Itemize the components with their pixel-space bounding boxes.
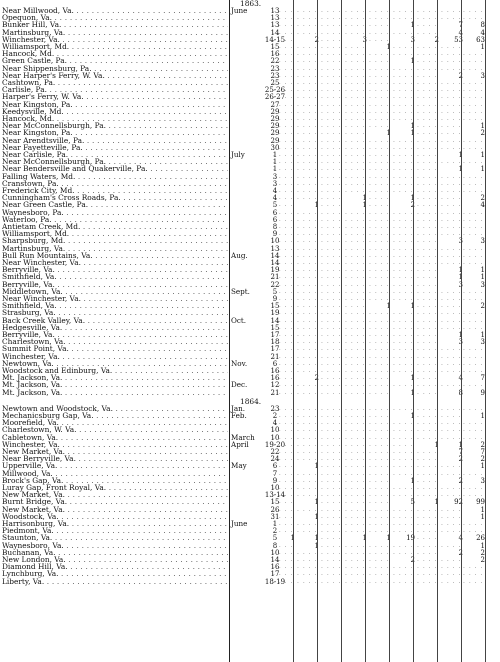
casualty-cell: 99 [476, 498, 485, 507]
place-name: Luray Gap, Front Royal, Va. . . . [2, 484, 228, 492]
casualty-cell: 1 [410, 302, 415, 311]
casualty-cell: 1 [410, 388, 415, 397]
casualty-cell: 3 [410, 35, 415, 44]
casualty-cell: 19 [406, 534, 415, 543]
casualty-cell: 1 [386, 129, 391, 138]
day-label: 31 [270, 512, 280, 521]
day-label: 25 [270, 79, 280, 87]
place-name: New Market, Va. . . . [2, 506, 228, 514]
place-name: Lynchburg, Va. . . . [2, 570, 228, 578]
casualty-cell: 1 [480, 331, 485, 339]
place-name: Near Bendersville and Quakerville, Pa. . . . [2, 165, 228, 173]
casualty-cell: 2 [410, 201, 415, 210]
casualty-cell: 1 [362, 201, 367, 210]
casualty-cell: 7 [458, 448, 463, 456]
place-name: Falling Waters, Md. . . . [2, 173, 228, 181]
place-name: Mt. Jackson, Va. . . . [2, 374, 228, 382]
day-label: 19 [270, 309, 280, 318]
day-label: 21 [270, 388, 280, 397]
month-label: July [231, 150, 245, 159]
day-label: 15 [270, 43, 280, 51]
column-rule [413, 0, 414, 662]
day-label: 17 [270, 570, 280, 579]
place-name: Woodstock, Va. . . . [2, 513, 228, 521]
place-name: Martinsburg, Va. . . . [2, 245, 228, 253]
month-label: May [231, 461, 247, 471]
casualty-cell: 1 [480, 122, 485, 131]
month-label: Dec. [231, 380, 248, 390]
column-rule [341, 0, 342, 662]
casualty-cell: 3 [480, 338, 485, 347]
place-name: Middletown, Va. . . . [2, 288, 228, 296]
place-name: Winchester, Va. . . . [2, 441, 228, 449]
casualty-cell: 5 [410, 498, 415, 507]
day-label: 1 [272, 165, 278, 174]
casualty-cell: 2 [458, 548, 463, 557]
month-label: Nov. [231, 358, 248, 368]
day-label: 1 [272, 158, 278, 167]
casualty-cell: 1 [314, 534, 319, 543]
casualty-cell: 1 [458, 331, 463, 339]
casualty-cell: 2 [480, 194, 485, 203]
casualty-cell: 4 [458, 534, 463, 543]
day-label: 1 [272, 520, 278, 528]
column-rule [317, 0, 318, 662]
day-label: 16 [270, 367, 280, 375]
day-label: 15 [270, 498, 280, 507]
day-label: 14 [270, 316, 280, 325]
day-label: 29 [270, 122, 280, 131]
place-name: Newtown and Woodstock, Va. . . . [2, 405, 228, 413]
day-label: 6 [272, 208, 278, 217]
day-label: 6 [272, 462, 278, 471]
place-name: Near Shippensburg, Pa. . . . [2, 65, 228, 73]
day-label: 7 [272, 469, 278, 478]
day-label: 13-14 [264, 491, 286, 500]
casualty-cell: 4 [480, 201, 485, 210]
day-label: 14 [270, 28, 280, 37]
day-label: 13 [270, 244, 280, 253]
casualty-cell: 1 [362, 194, 367, 203]
place-name: Woodstock and Edinburg, Va. . . . [2, 367, 228, 375]
casualty-cell: 1 [386, 534, 391, 543]
place-name: Millwood, Va. . . . [2, 470, 228, 478]
place-name: Opequon, Va. . . . [2, 14, 228, 22]
casualty-cell: 3 [480, 237, 485, 246]
place-name: Hedgesville, Va. . . . [2, 324, 228, 332]
casualty-cell: 2 [480, 302, 485, 311]
casualty-cell: 1 [458, 266, 463, 275]
month-label: Aug. [231, 250, 248, 260]
day-label: 3 [272, 179, 278, 188]
day-label: 12 [270, 381, 280, 390]
month-label: Sept. [231, 286, 250, 296]
casualty-cell: 1 [314, 512, 319, 521]
column-rule [485, 0, 486, 662]
place-name: Hancock, Md. . . . [2, 115, 228, 123]
casualty-cell: 1 [458, 151, 463, 159]
place-name: Mechanicsburg Gap, Va. . . . [2, 412, 228, 420]
casualty-cell: 1 [386, 43, 391, 51]
day-label: 13 [270, 21, 280, 30]
day-label: 22 [270, 448, 280, 456]
casualty-cell: 2 [458, 455, 463, 464]
casualty-cell: 1 [314, 541, 319, 550]
casualty-cell: 4 [458, 374, 463, 383]
place-name: Waynesboro, Pa. . . . [2, 209, 228, 217]
day-label: 14-15 [264, 35, 286, 44]
place-name: Cranstown, Pa. . . . [2, 180, 228, 188]
place-name: Martinsburg, Va. . . . [2, 29, 228, 37]
casualty-cell: 2 [480, 548, 485, 557]
day-label: 22 [270, 280, 280, 289]
place-name: New Market, Va. . . . [2, 491, 228, 499]
casualty-cell: 8 [458, 388, 463, 397]
casualty-cell: 1 [480, 43, 485, 51]
place-name: Harrisonburg, Va. . . . [2, 520, 228, 528]
place-name: Winchester, Va. . . . [2, 36, 228, 44]
casualty-cell: 1 [362, 534, 367, 543]
place-name: Upperville, Va. . . . [2, 462, 228, 470]
day-label: 9 [272, 230, 278, 239]
casualty-cell: 1 [480, 165, 485, 174]
place-name: Near Harper's Ferry, W. Va. . . . [2, 72, 228, 80]
casualty-cell: 1 [458, 440, 463, 449]
place-name: Mt. Jackson, Va. . . . [2, 381, 228, 389]
place-name: Bull Run Mountains, Va. . . . [2, 252, 228, 260]
place-name: Diamond Hill, Va. . . . [2, 563, 228, 571]
day-label: 22 [270, 57, 280, 66]
place-name: Strasburg, Va. . . . [2, 309, 228, 317]
day-label: 18-19 [264, 577, 286, 586]
day-label: 17 [270, 331, 280, 339]
place-name: Hancock, Md. . . . [2, 50, 228, 58]
place-name: Smithfield, Va. . . . [2, 273, 228, 281]
day-label: 19 [270, 266, 280, 275]
day-label: 21 [270, 273, 280, 282]
casualty-cell: 3 [480, 71, 485, 80]
place-name: Charlestown, W. Va. . . . [2, 426, 228, 434]
place-name: Summit Point, Va. . . . [2, 345, 228, 353]
day-label: 8 [272, 223, 278, 231]
place-name: Waterloo, Pa. . . . [2, 216, 228, 224]
place-name: Back Creek Valley, Va. . . . [2, 317, 228, 325]
day-label: 2 [272, 527, 278, 536]
place-name: Near Winchester, Va. . . . [2, 259, 228, 267]
day-label: 8 [272, 541, 278, 550]
casualty-cell: 1 [434, 440, 439, 449]
place-name: Frederick City, Md. . . . [2, 187, 228, 195]
day-label: 6 [272, 215, 278, 224]
casualty-cell: 1 [434, 498, 439, 507]
casualty-cell: 1 [410, 129, 415, 138]
casualty-cell: 1 [314, 462, 319, 471]
casualty-cell: 1 [410, 194, 415, 203]
place-name: Cabletown, Va. . . . [2, 434, 228, 442]
column-rule [461, 0, 462, 662]
day-label: 3 [272, 172, 278, 181]
casualty-cell: 1 [410, 412, 415, 420]
day-label: 14 [270, 556, 280, 564]
day-label: 29 [270, 107, 280, 116]
casualty-cell: 8 [480, 21, 485, 30]
place-name: Near McConnellsburgh, Pa. . . . [2, 158, 228, 166]
place-name: Near Millwood, Va. . . . [2, 7, 228, 15]
casualty-cell: 1 [410, 21, 415, 30]
place-name: Near Carlisle, Pa. . . . [2, 151, 228, 159]
day-label: 16 [270, 563, 280, 572]
day-label: 9 [272, 295, 278, 303]
casualty-cell: 3 [458, 237, 463, 246]
casualty-cell: 1 [458, 273, 463, 282]
place-name: Berryville, Va. . . . [2, 266, 228, 274]
day-label: 13 [270, 7, 280, 15]
table-row [0, 390, 500, 397]
casualty-cell: 4 [458, 28, 463, 37]
place-name: Winchester, Va. . . . [2, 353, 228, 361]
place-name: Harper's Ferry, W. Va. . . . [2, 93, 228, 101]
casualty-cell: 2 [480, 556, 485, 564]
day-label: 5 [272, 287, 278, 296]
month-label: April [231, 439, 249, 449]
column-rule [365, 0, 366, 662]
casualty-cell: 2 [314, 374, 319, 383]
day-label: 29 [270, 129, 280, 138]
casualty-cell: 3 [458, 280, 463, 289]
column-rule [293, 0, 294, 662]
place-name: Cashtown, Pa. . . . [2, 79, 228, 87]
place-name: Waynesboro, Va. . . . [2, 542, 228, 550]
day-label: 29 [270, 115, 280, 123]
casualty-cell: 26 [476, 534, 485, 543]
casualty-cell: 3 [480, 476, 485, 485]
place-name: Near Arendtsville, Pa. . . . [2, 137, 228, 145]
day-label: 29 [270, 136, 280, 145]
place-name: Charlestown, Va. . . . [2, 338, 228, 346]
divider-place-date [229, 0, 230, 662]
casualty-cell: 1 [410, 122, 415, 131]
place-name: New London, Va. . . . [2, 556, 228, 564]
place-name: Newtown, Va. . . . [2, 360, 228, 368]
casualty-cell: 7 [480, 374, 485, 383]
day-label: 21 [270, 352, 280, 361]
month-label: June [231, 519, 248, 528]
day-label: 16 [270, 374, 280, 383]
casualty-cell: 1 [290, 534, 295, 543]
day-label: 23 [270, 64, 280, 73]
place-name: Keedysville, Md. . . . [2, 108, 228, 116]
place-name: Smithfield, Va. . . . [2, 302, 228, 310]
month-label: March [231, 432, 255, 442]
day-label: 9 [272, 476, 278, 485]
place-name: Burnt Bridge, Va. . . . [2, 498, 228, 506]
place-name: Near Berryville, Va. . . . [2, 455, 228, 463]
casualty-cell: 53 [454, 35, 463, 44]
column-rule [437, 0, 438, 662]
place-name: Mt. Jackson, Va. . . . [2, 389, 228, 397]
place-name: Near McConnellsburgh, Pa. . . . [2, 122, 228, 130]
day-label: 17 [270, 345, 280, 354]
casualty-cell: 7 [458, 21, 463, 30]
day-label: 25-26 [264, 86, 286, 95]
day-label: 5 [272, 201, 278, 210]
day-label: 4 [272, 187, 278, 195]
day-label: 18 [270, 338, 280, 347]
casualty-cell: 1 [410, 476, 415, 485]
place-name: Bunker Hill, Va. . . . [2, 21, 228, 29]
casualty-cell: 2 [458, 476, 463, 485]
day-label: 27 [270, 100, 280, 109]
casualty-cell: 3 [480, 280, 485, 289]
table-row [0, 579, 500, 586]
day-label: 10 [270, 484, 280, 492]
month-label: Oct. [231, 315, 247, 325]
day-label: 16 [270, 50, 280, 59]
day-label: 1 [272, 151, 278, 159]
day-label: 5 [272, 534, 278, 543]
day-label: 13 [270, 14, 280, 23]
place-name: Williamsport, Md. . . . [2, 230, 228, 238]
place-name: Carlisle, Pa. . . . [2, 86, 228, 94]
day-label: 4 [272, 194, 278, 203]
place-name: Williamsport, Md. . . . [2, 43, 228, 51]
casualty-cell: 1 [480, 541, 485, 550]
place-name: Near Green Castle, Pa. . . . [2, 201, 228, 209]
place-name: Staunton, Va. . . . [2, 534, 228, 542]
casualty-cell: 1 [480, 151, 485, 159]
casualty-cell: 92 [454, 498, 463, 507]
year-heading-1863: 1863. [240, 0, 262, 8]
day-label: 10 [270, 237, 280, 246]
column-rule [389, 0, 390, 662]
day-label: 4 [272, 419, 278, 428]
place-name: Antietam Creek, Md. . . . [2, 223, 228, 231]
day-label: 23 [270, 71, 280, 80]
day-label: 15 [270, 323, 280, 332]
place-name: Moorefield, Va. . . . [2, 419, 228, 427]
day-label: 19-20 [264, 440, 286, 449]
casualty-cell: 3 [458, 338, 463, 347]
casualty-cell: 1 [480, 462, 485, 471]
place-name: Green Castle, Pa. . . . [2, 57, 228, 65]
place-name: Near Winchester, Va. . . . [2, 295, 228, 303]
place-name: Near Kingston, Pa. . . . [2, 101, 228, 109]
place-name: Cunningham's Cross Roads, Pa. . . . [2, 194, 228, 202]
month-label: Feb. [231, 411, 247, 420]
place-name: Near Kingston, Pa. . . . [2, 129, 228, 137]
casualty-cell: 4 [480, 28, 485, 37]
casualty-cell: 2 [410, 556, 415, 564]
casualty-cell: 63 [476, 35, 485, 44]
casualty-cell: 1 [480, 266, 485, 275]
place-name: Liberty, Va. . . . [2, 578, 228, 586]
casualty-cell: 7 [480, 448, 485, 456]
place-name: Buchanan, Va. . . . [2, 549, 228, 557]
day-label: 24 [270, 455, 280, 464]
casualty-cell: 1 [480, 412, 485, 420]
casualty-cell: 1 [314, 498, 319, 507]
place-name: New Market, Va. . . . [2, 448, 228, 456]
day-label: 26-27 [264, 93, 286, 102]
day-label: 2 [272, 412, 278, 420]
casualty-cell: 1 [458, 165, 463, 174]
place-name: Berryville, Va. . . . [2, 281, 228, 289]
casualty-cell: 2 [434, 35, 439, 44]
casualty-cell: 2 [314, 35, 319, 44]
day-label: 14 [270, 259, 280, 267]
casualty-cell: 3 [362, 35, 367, 44]
place-name: Near Fayetteville, Pa. . . . [2, 144, 228, 152]
day-label: 14 [270, 251, 280, 260]
casualty-cell: 2 [480, 440, 485, 449]
place-name: Berryville, Va. . . . [2, 331, 228, 339]
place-name: Piedmont, Va. . . . [2, 527, 228, 535]
casualty-cell: 2 [458, 71, 463, 80]
casualty-cell: 1 [410, 57, 415, 66]
day-label: 15 [270, 302, 280, 311]
day-label: 30 [270, 143, 280, 152]
day-label: 10 [270, 433, 280, 442]
month-label: Jan. [231, 403, 246, 413]
year-heading-1864: 1864. [240, 396, 262, 406]
casualty-cell: 1 [480, 273, 485, 282]
place-name: Brock's Gap, Va. . . . [2, 477, 228, 485]
casualty-cell: 2 [480, 455, 485, 464]
casualty-cell: 1 [480, 512, 485, 521]
day-label: 26 [270, 505, 280, 514]
place-name: Sharpsburg, Md. . . . [2, 237, 228, 245]
day-label: 6 [272, 359, 278, 368]
day-label: 23 [270, 404, 280, 413]
day-label: 10 [270, 426, 280, 435]
casualty-cell: 1 [386, 302, 391, 311]
casualty-cell: 1 [314, 201, 319, 210]
casualty-cell: 9 [480, 388, 485, 397]
day-label: 10 [270, 548, 280, 557]
casualty-cell: 1 [410, 374, 415, 383]
month-label: June [231, 6, 248, 15]
casualty-cell: 2 [480, 129, 485, 138]
casualty-cell: 1 [480, 505, 485, 514]
